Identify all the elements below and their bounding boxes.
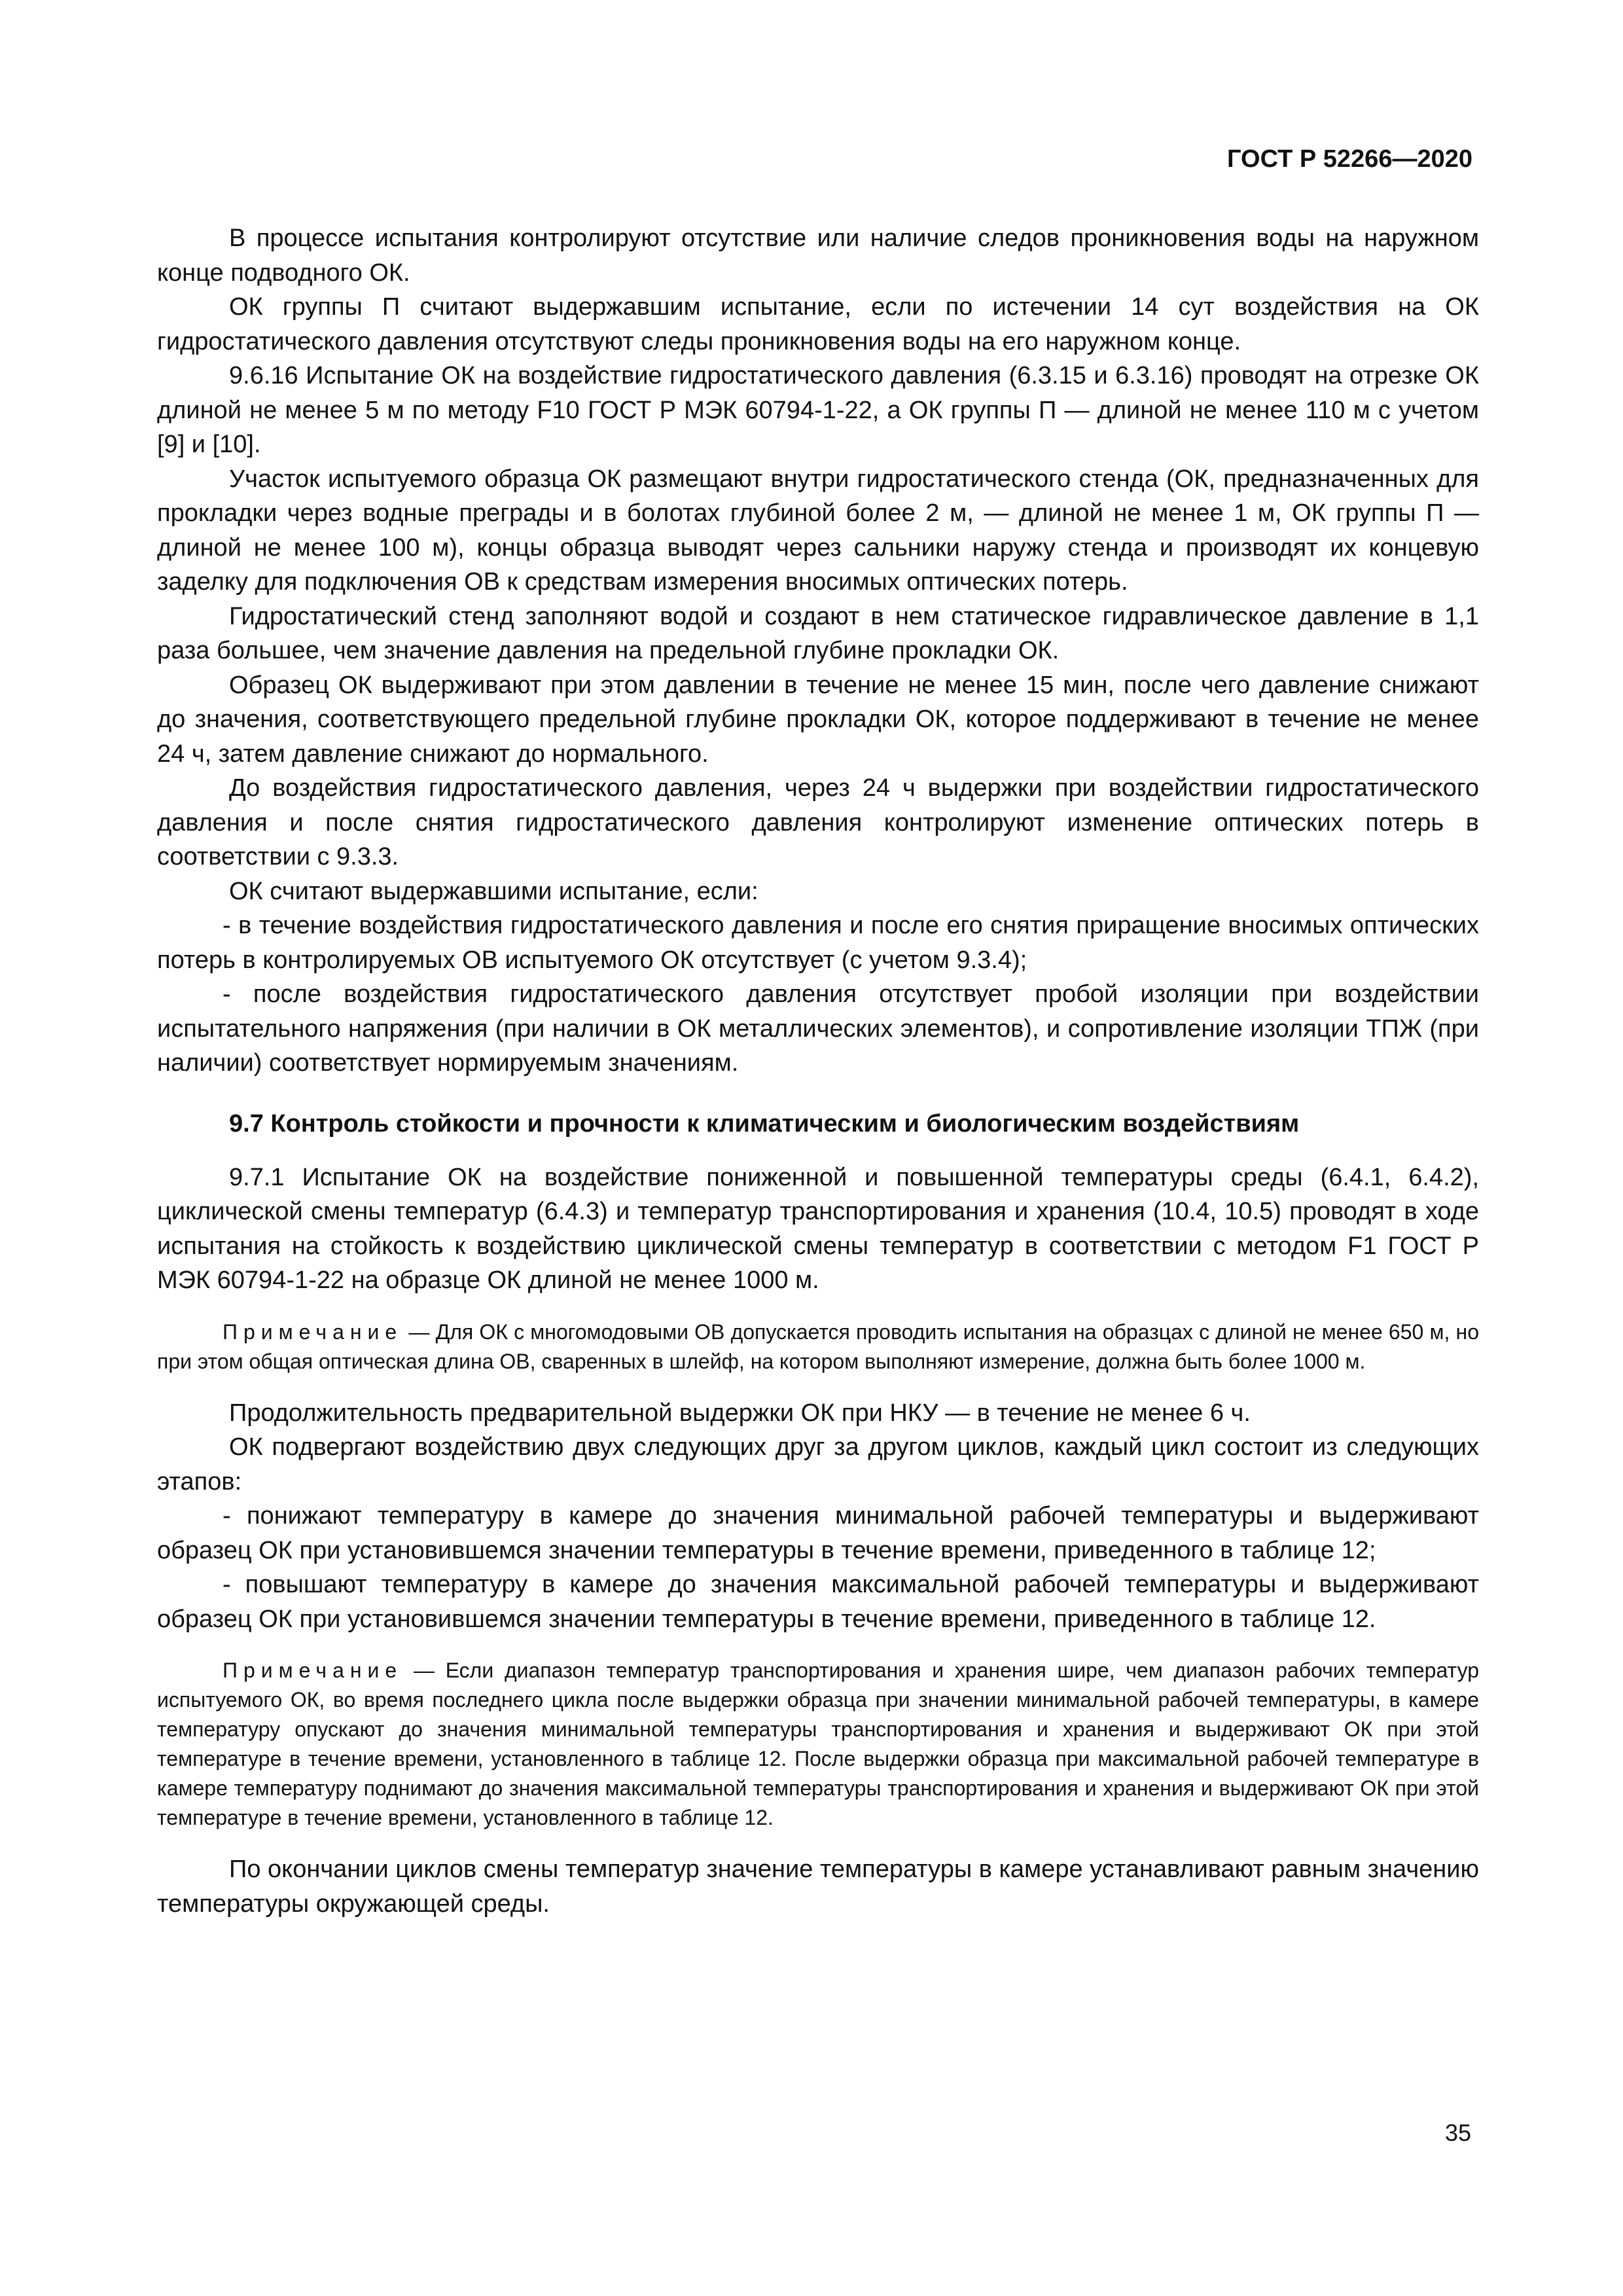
page-content: [157, 221, 1479, 1921]
paragraph: 9.6.16 Испытание ОК на воздействие гидростатического давления (6.3.15 и 6.3.16) проводят на отрезке ОК длиной не менее 5 м по методу F10 ГОСТ Р МЭК 60794-1-22, а ОК группы П — длиной не менее 110 м с учетом [9] и [10].: [157, 362, 1479, 458]
page-number: 35: [1444, 2119, 1471, 2146]
list-item: - понижают температуру в камере до значения минимальной рабочей температуры и выдерживают образец ОК при установившемся значении температуры в течение времени, приведенного в таблице 12;: [157, 1502, 1479, 1564]
note-label: Примечание: [223, 1659, 403, 1682]
list-item: - повышают температуру в камере до значения максимальной рабочей температуры и выдерживают образец ОК при установившемся значении температуры в течение времени, приведенного в таблице 12.: [157, 1571, 1479, 1633]
paragraph: 9.7.1 Испытание ОК на воздействие пониженной и повышенной температуры среды (6.4.1, 6.4.2), циклической смены температур (6.4.3) и температур транспортирования и хранения (10.4, 10.5) проводят в ходе испытания на стойкость к воздействию циклической смены температур в соответствии с методом F1 ГОСТ Р МЭК 60794-1-22 на образце ОК длиной не менее 1000 м.: [157, 1163, 1479, 1294]
paragraph: Участок испытуемого образца ОК размещают внутри гидростатического стенда (ОК, предназначенных для прокладки через водные преграды и в болотах глубиной более 2 м, — длиной не менее 1 м, ОК группы П — длиной не менее 100 м), концы образца выводят через сальники наружу стенда и производят их концевую заделку для подключения ОВ к средствам измерения вносимых оптических потерь.: [157, 465, 1479, 596]
note: [157, 1318, 1479, 1376]
paragraph: Образец ОК выдерживают при этом давлении в течение не менее 15 мин, после чего давление снижают до значения, соответствующего предельной глубине прокладки ОК, которое поддерживают в течение не менее 24 ч, затем давление снижают до нормального.: [157, 671, 1479, 768]
paragraph: ОК подвергают воздействию двух следующих друг за другом циклов, каждый цикл состоит из следующих этапов:: [157, 1433, 1479, 1496]
note-label: Примечание: [223, 1319, 403, 1344]
paragraph: По окончании циклов смены температур значение температуры в камере устанавливают равным значению температуры окружающей среды.: [157, 1856, 1479, 1918]
section-heading: 9.7 Контроль стойкости и прочности к климатическим и биологическим воздействиям: [229, 1109, 1300, 1138]
paragraph: До воздействия гидростатического давления, через 24 ч выдержки при воздействии гидростатического давления и после снятия гидростатического давления контролируют изменение оптических потерь в соответствии с 9.3.3.: [157, 774, 1479, 870]
note-text: — Если диапазон температур транспортирования и хранения шире, чем диапазон рабочих температур испытуемого ОК, во время последнего цикла после выдержки образца при значении минимальной рабочей температуры, в камере температуру опускают до значения минимальной температуры транспортирования и хранения и выдерживают ОК при этой температуре в течение времени, установленного в таблице 12. После выдержки образца при максимальной рабочей температуре в камере температуру поднимают до значения максимальной температуры транспортирования и хранения и выдерживают ОК при этой температуре в течение времени, установленного в таблице 12.: [157, 1659, 1479, 1829]
paragraph: ОК группы П считают выдержавшим испытание, если по истечении 14 сут воздействия на ОК гидростатического давления отсутствуют следы проникновения воды на его наружном конце.: [157, 293, 1479, 355]
list-item: - после воздействия гидростатического давления отсутствует пробой изоляции при воздействии испытательного напряжения (при наличии в ОК металлических элементов), и сопротивление изоляции ТПЖ (при наличии) соответствует нормируемым значениям.: [157, 980, 1479, 1077]
list-item: - в течение воздействия гидростатического давления и после его снятия приращение вносимых оптических потерь в контролируемых ОВ испытуемого ОК отсутствует (с учетом 9.3.4);: [157, 912, 1479, 974]
paragraph: Гидростатический стенд заполняют водой и создают в нем статическое гидравлическое давление в 1,1 раза большее, чем значение давления на предельной глубине прокладки ОК.: [157, 602, 1479, 664]
note-text: — Для ОК с многомодовыми ОВ допускается проводить испытания на образцах с длиной не менее 650 м, но при этом общая оптическая длина ОВ, сваренных в шлейф, на котором выполняют измерение, должна быть более 1000 м.: [157, 1319, 1479, 1373]
paragraph: ОК считают выдержавшими испытание, если:: [229, 877, 758, 905]
paragraph: В процессе испытания контролируют отсутствие или наличие следов проникновения воды на наружном конце подводного ОК.: [157, 224, 1479, 287]
paragraph: Продолжительность предварительной выдержки ОК при НКУ — в течение не менее 6 ч.: [229, 1399, 1251, 1427]
note: [157, 1656, 1479, 1833]
document-id-header: ГОСТ Р 52266—2020: [1227, 145, 1472, 173]
